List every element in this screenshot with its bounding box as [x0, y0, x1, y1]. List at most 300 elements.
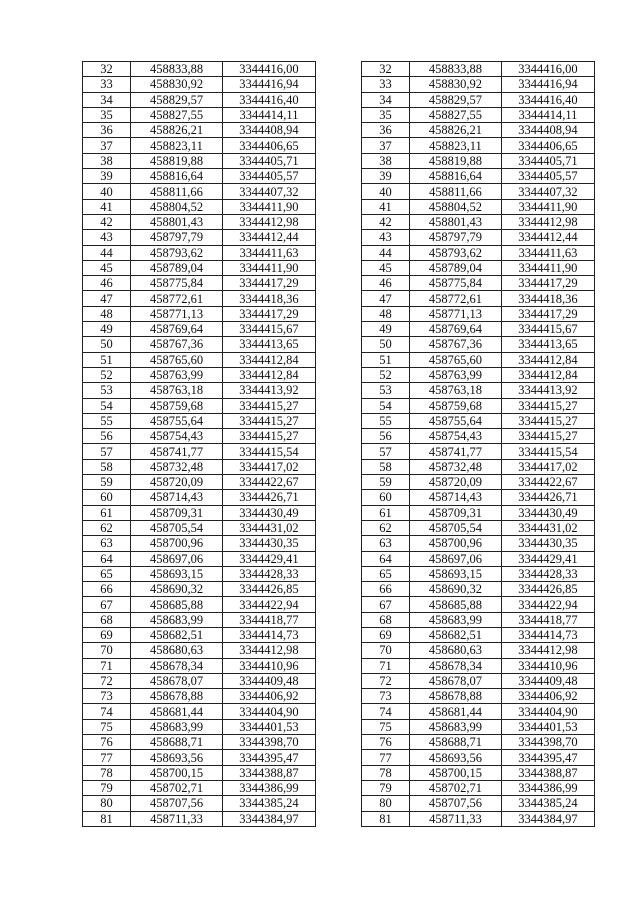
left-x-coordinate-cell: 458700,96 [131, 536, 223, 551]
right-x-coordinate-cell: 458720,09 [410, 475, 502, 490]
right-point-number-cell: 47 [361, 291, 409, 306]
left-point-number-cell: 38 [83, 153, 131, 168]
left-y-coordinate-cell: 3344412,98 [223, 214, 316, 229]
right-point-number-cell: 46 [361, 276, 409, 291]
right-y-coordinate-cell: 3344386,99 [501, 780, 594, 795]
left-x-coordinate-cell: 458797,79 [131, 230, 223, 245]
column-gap [315, 673, 361, 688]
right-y-coordinate-cell: 3344388,87 [501, 765, 594, 780]
column-gap [315, 367, 361, 382]
right-x-coordinate-cell: 458759,68 [410, 398, 502, 413]
left-y-coordinate-cell: 3344412,98 [223, 643, 316, 658]
right-point-number-cell: 61 [361, 505, 409, 520]
left-point-number-cell: 75 [83, 719, 131, 734]
table-row [83, 780, 595, 795]
table-row [83, 475, 595, 490]
right-point-number-cell: 39 [361, 169, 409, 184]
left-point-number-cell: 64 [83, 551, 131, 566]
table-row [83, 429, 595, 444]
table-row [83, 719, 595, 734]
right-x-coordinate-cell: 458755,64 [410, 413, 502, 428]
right-point-number-cell: 33 [361, 77, 409, 92]
column-gap [315, 276, 361, 291]
left-point-number-cell: 62 [83, 520, 131, 535]
left-x-coordinate-cell: 458816,64 [131, 169, 223, 184]
right-y-coordinate-cell: 3344413,92 [501, 383, 594, 398]
column-gap [315, 597, 361, 612]
right-x-coordinate-cell: 458680,63 [410, 643, 502, 658]
table-row [83, 367, 595, 382]
left-x-coordinate-cell: 458789,04 [131, 260, 223, 275]
left-point-number-cell: 54 [83, 398, 131, 413]
left-y-coordinate-cell: 3344415,54 [223, 444, 316, 459]
table-row [83, 184, 595, 199]
table-row [83, 383, 595, 398]
left-y-coordinate-cell: 3344418,36 [223, 291, 316, 306]
left-x-coordinate-cell: 458769,64 [131, 322, 223, 337]
right-point-number-cell: 80 [361, 796, 409, 811]
left-y-coordinate-cell: 3344417,29 [223, 306, 316, 321]
right-point-number-cell: 59 [361, 475, 409, 490]
left-x-coordinate-cell: 458833,88 [131, 62, 223, 77]
table-row [83, 352, 595, 367]
table-row [83, 505, 595, 520]
left-point-number-cell: 37 [83, 138, 131, 153]
right-y-coordinate-cell: 3344411,63 [501, 245, 594, 260]
left-y-coordinate-cell: 3344388,87 [223, 765, 316, 780]
right-x-coordinate-cell: 458816,64 [410, 169, 502, 184]
right-y-coordinate-cell: 3344405,71 [501, 153, 594, 168]
column-gap [315, 77, 361, 92]
column-gap [315, 612, 361, 627]
right-point-number-cell: 74 [361, 704, 409, 719]
left-point-number-cell: 39 [83, 169, 131, 184]
left-x-coordinate-cell: 458823,11 [131, 138, 223, 153]
right-x-coordinate-cell: 458732,48 [410, 459, 502, 474]
table-row [83, 643, 595, 658]
left-y-coordinate-cell: 3344404,90 [223, 704, 316, 719]
left-x-coordinate-cell: 458702,71 [131, 780, 223, 795]
left-y-coordinate-cell: 3344426,85 [223, 582, 316, 597]
left-x-coordinate-cell: 458741,77 [131, 444, 223, 459]
column-gap [315, 627, 361, 642]
right-y-coordinate-cell: 3344408,94 [501, 123, 594, 138]
right-y-coordinate-cell: 3344412,98 [501, 643, 594, 658]
table-row [83, 337, 595, 352]
table-row [83, 230, 595, 245]
right-x-coordinate-cell: 458833,88 [410, 62, 502, 77]
left-y-coordinate-cell: 3344415,27 [223, 413, 316, 428]
right-x-coordinate-cell: 458705,54 [410, 520, 502, 535]
table-row [83, 811, 595, 826]
right-x-coordinate-cell: 458771,13 [410, 306, 502, 321]
column-gap [315, 413, 361, 428]
left-x-coordinate-cell: 458811,66 [131, 184, 223, 199]
right-x-coordinate-cell: 458775,84 [410, 276, 502, 291]
right-x-coordinate-cell: 458765,60 [410, 352, 502, 367]
right-point-number-cell: 55 [361, 413, 409, 428]
right-x-coordinate-cell: 458741,77 [410, 444, 502, 459]
column-gap [315, 138, 361, 153]
left-point-number-cell: 34 [83, 92, 131, 107]
right-point-number-cell: 67 [361, 597, 409, 612]
column-gap [315, 689, 361, 704]
right-y-coordinate-cell: 3344409,48 [501, 673, 594, 688]
left-x-coordinate-cell: 458829,57 [131, 92, 223, 107]
right-y-coordinate-cell: 3344422,94 [501, 597, 594, 612]
table-row [83, 551, 595, 566]
right-y-coordinate-cell: 3344411,90 [501, 199, 594, 214]
column-gap [315, 566, 361, 581]
left-y-coordinate-cell: 3344416,40 [223, 92, 316, 107]
right-point-number-cell: 81 [361, 811, 409, 826]
left-y-coordinate-cell: 3344416,94 [223, 77, 316, 92]
right-point-number-cell: 79 [361, 780, 409, 795]
left-point-number-cell: 44 [83, 245, 131, 260]
column-gap [315, 719, 361, 734]
left-x-coordinate-cell: 458775,84 [131, 276, 223, 291]
table-row [83, 62, 595, 77]
column-gap [315, 780, 361, 795]
column-gap [315, 92, 361, 107]
column-gap [315, 444, 361, 459]
left-x-coordinate-cell: 458793,62 [131, 245, 223, 260]
table-row [83, 153, 595, 168]
right-point-number-cell: 60 [361, 490, 409, 505]
left-x-coordinate-cell: 458714,43 [131, 490, 223, 505]
right-point-number-cell: 64 [361, 551, 409, 566]
table-row [83, 291, 595, 306]
right-x-coordinate-cell: 458711,33 [410, 811, 502, 826]
left-x-coordinate-cell: 458763,99 [131, 367, 223, 382]
right-y-coordinate-cell: 3344430,35 [501, 536, 594, 551]
left-y-coordinate-cell: 3344410,96 [223, 658, 316, 673]
left-point-number-cell: 76 [83, 735, 131, 750]
table-row [83, 735, 595, 750]
right-point-number-cell: 72 [361, 673, 409, 688]
table-row [83, 566, 595, 581]
right-point-number-cell: 58 [361, 459, 409, 474]
coordinate-table-body [83, 62, 595, 827]
left-point-number-cell: 48 [83, 306, 131, 321]
right-y-coordinate-cell: 3344431,02 [501, 520, 594, 535]
right-y-coordinate-cell: 3344412,84 [501, 367, 594, 382]
right-point-number-cell: 69 [361, 627, 409, 642]
right-x-coordinate-cell: 458685,88 [410, 597, 502, 612]
left-point-number-cell: 55 [83, 413, 131, 428]
right-y-coordinate-cell: 3344412,98 [501, 214, 594, 229]
left-y-coordinate-cell: 3344413,65 [223, 337, 316, 352]
left-x-coordinate-cell: 458830,92 [131, 77, 223, 92]
column-gap [315, 169, 361, 184]
column-gap [315, 214, 361, 229]
table-row [83, 214, 595, 229]
right-x-coordinate-cell: 458793,62 [410, 245, 502, 260]
left-point-number-cell: 72 [83, 673, 131, 688]
left-y-coordinate-cell: 3344398,70 [223, 735, 316, 750]
left-y-coordinate-cell: 3344428,33 [223, 566, 316, 581]
right-y-coordinate-cell: 3344415,27 [501, 413, 594, 428]
table-row [83, 444, 595, 459]
left-x-coordinate-cell: 458801,43 [131, 214, 223, 229]
left-y-coordinate-cell: 3344395,47 [223, 750, 316, 765]
left-x-coordinate-cell: 458697,06 [131, 551, 223, 566]
left-y-coordinate-cell: 3344422,67 [223, 475, 316, 490]
left-y-coordinate-cell: 3344411,90 [223, 260, 316, 275]
left-y-coordinate-cell: 3344411,90 [223, 199, 316, 214]
column-gap [315, 490, 361, 505]
right-y-coordinate-cell: 3344401,53 [501, 719, 594, 734]
left-x-coordinate-cell: 458678,88 [131, 689, 223, 704]
table-row [83, 796, 595, 811]
right-y-coordinate-cell: 3344426,85 [501, 582, 594, 597]
table-row [83, 169, 595, 184]
right-x-coordinate-cell: 458804,52 [410, 199, 502, 214]
column-gap [315, 306, 361, 321]
column-gap [315, 520, 361, 535]
column-gap [315, 796, 361, 811]
left-point-number-cell: 61 [83, 505, 131, 520]
column-gap [315, 429, 361, 444]
right-y-coordinate-cell: 3344415,67 [501, 322, 594, 337]
left-x-coordinate-cell: 458680,63 [131, 643, 223, 658]
table-row [83, 138, 595, 153]
left-y-coordinate-cell: 3344408,94 [223, 123, 316, 138]
right-point-number-cell: 70 [361, 643, 409, 658]
left-point-number-cell: 70 [83, 643, 131, 658]
right-x-coordinate-cell: 458763,99 [410, 367, 502, 382]
left-y-coordinate-cell: 3344411,63 [223, 245, 316, 260]
column-gap [315, 352, 361, 367]
left-y-coordinate-cell: 3344407,32 [223, 184, 316, 199]
left-x-coordinate-cell: 458693,15 [131, 566, 223, 581]
right-point-number-cell: 48 [361, 306, 409, 321]
right-point-number-cell: 37 [361, 138, 409, 153]
right-point-number-cell: 38 [361, 153, 409, 168]
right-point-number-cell: 76 [361, 735, 409, 750]
column-gap [315, 551, 361, 566]
table-row [83, 123, 595, 138]
right-point-number-cell: 65 [361, 566, 409, 581]
left-point-number-cell: 77 [83, 750, 131, 765]
right-x-coordinate-cell: 458769,64 [410, 322, 502, 337]
left-x-coordinate-cell: 458732,48 [131, 459, 223, 474]
table-row [83, 612, 595, 627]
right-x-coordinate-cell: 458681,44 [410, 704, 502, 719]
left-y-coordinate-cell: 3344415,27 [223, 429, 316, 444]
table-row [83, 245, 595, 260]
right-x-coordinate-cell: 458690,32 [410, 582, 502, 597]
left-x-coordinate-cell: 458678,07 [131, 673, 223, 688]
column-gap [315, 230, 361, 245]
left-y-coordinate-cell: 3344401,53 [223, 719, 316, 734]
right-x-coordinate-cell: 458707,56 [410, 796, 502, 811]
right-y-coordinate-cell: 3344417,29 [501, 276, 594, 291]
left-y-coordinate-cell: 3344405,57 [223, 169, 316, 184]
left-point-number-cell: 74 [83, 704, 131, 719]
table-row [83, 199, 595, 214]
right-point-number-cell: 66 [361, 582, 409, 597]
right-point-number-cell: 50 [361, 337, 409, 352]
column-gap [315, 704, 361, 719]
right-point-number-cell: 49 [361, 322, 409, 337]
left-x-coordinate-cell: 458711,33 [131, 811, 223, 826]
right-y-coordinate-cell: 3344398,70 [501, 735, 594, 750]
left-x-coordinate-cell: 458700,15 [131, 765, 223, 780]
left-x-coordinate-cell: 458819,88 [131, 153, 223, 168]
left-y-coordinate-cell: 3344414,11 [223, 107, 316, 122]
column-gap [315, 153, 361, 168]
left-x-coordinate-cell: 458690,32 [131, 582, 223, 597]
left-point-number-cell: 33 [83, 77, 131, 92]
right-x-coordinate-cell: 458754,43 [410, 429, 502, 444]
right-point-number-cell: 56 [361, 429, 409, 444]
column-gap [315, 658, 361, 673]
column-gap [315, 750, 361, 765]
right-point-number-cell: 43 [361, 230, 409, 245]
left-point-number-cell: 32 [83, 62, 131, 77]
table-row [83, 398, 595, 413]
right-y-coordinate-cell: 3344406,92 [501, 689, 594, 704]
right-y-coordinate-cell: 3344418,36 [501, 291, 594, 306]
left-point-number-cell: 66 [83, 582, 131, 597]
left-x-coordinate-cell: 458754,43 [131, 429, 223, 444]
right-y-coordinate-cell: 3344412,44 [501, 230, 594, 245]
left-x-coordinate-cell: 458685,88 [131, 597, 223, 612]
right-x-coordinate-cell: 458678,34 [410, 658, 502, 673]
column-gap [315, 505, 361, 520]
left-x-coordinate-cell: 458681,44 [131, 704, 223, 719]
table-row [83, 750, 595, 765]
left-x-coordinate-cell: 458720,09 [131, 475, 223, 490]
left-point-number-cell: 60 [83, 490, 131, 505]
right-point-number-cell: 34 [361, 92, 409, 107]
right-x-coordinate-cell: 458789,04 [410, 260, 502, 275]
column-gap [315, 811, 361, 826]
table-row [83, 260, 595, 275]
left-y-coordinate-cell: 3344384,97 [223, 811, 316, 826]
right-y-coordinate-cell: 3344416,00 [501, 62, 594, 77]
right-x-coordinate-cell: 458819,88 [410, 153, 502, 168]
left-point-number-cell: 63 [83, 536, 131, 551]
left-y-coordinate-cell: 3344431,02 [223, 520, 316, 535]
left-y-coordinate-cell: 3344386,99 [223, 780, 316, 795]
left-x-coordinate-cell: 458763,18 [131, 383, 223, 398]
right-x-coordinate-cell: 458767,36 [410, 337, 502, 352]
right-y-coordinate-cell: 3344429,41 [501, 551, 594, 566]
right-y-coordinate-cell: 3344411,90 [501, 260, 594, 275]
right-y-coordinate-cell: 3344405,57 [501, 169, 594, 184]
right-x-coordinate-cell: 458693,15 [410, 566, 502, 581]
right-x-coordinate-cell: 458682,51 [410, 627, 502, 642]
table-row [83, 673, 595, 688]
left-point-number-cell: 67 [83, 597, 131, 612]
right-x-coordinate-cell: 458714,43 [410, 490, 502, 505]
right-y-coordinate-cell: 3344417,29 [501, 306, 594, 321]
right-x-coordinate-cell: 458693,56 [410, 750, 502, 765]
right-point-number-cell: 35 [361, 107, 409, 122]
left-point-number-cell: 69 [83, 627, 131, 642]
left-x-coordinate-cell: 458759,68 [131, 398, 223, 413]
column-gap [315, 765, 361, 780]
right-x-coordinate-cell: 458702,71 [410, 780, 502, 795]
column-gap [315, 337, 361, 352]
left-point-number-cell: 81 [83, 811, 131, 826]
table-row [83, 765, 595, 780]
right-point-number-cell: 77 [361, 750, 409, 765]
left-point-number-cell: 47 [83, 291, 131, 306]
left-y-coordinate-cell: 3344430,35 [223, 536, 316, 551]
right-x-coordinate-cell: 458688,71 [410, 735, 502, 750]
right-x-coordinate-cell: 458827,55 [410, 107, 502, 122]
table-row [83, 536, 595, 551]
right-point-number-cell: 36 [361, 123, 409, 138]
left-point-number-cell: 56 [83, 429, 131, 444]
right-point-number-cell: 78 [361, 765, 409, 780]
right-x-coordinate-cell: 458772,61 [410, 291, 502, 306]
left-point-number-cell: 41 [83, 199, 131, 214]
right-y-coordinate-cell: 3344414,73 [501, 627, 594, 642]
right-x-coordinate-cell: 458678,07 [410, 673, 502, 688]
right-y-coordinate-cell: 3344428,33 [501, 566, 594, 581]
column-gap [315, 199, 361, 214]
right-point-number-cell: 53 [361, 383, 409, 398]
left-y-coordinate-cell: 3344406,65 [223, 138, 316, 153]
column-gap [315, 398, 361, 413]
coordinate-table [82, 61, 595, 827]
right-y-coordinate-cell: 3344415,54 [501, 444, 594, 459]
right-x-coordinate-cell: 458829,57 [410, 92, 502, 107]
right-x-coordinate-cell: 458830,92 [410, 77, 502, 92]
right-point-number-cell: 62 [361, 520, 409, 535]
left-point-number-cell: 35 [83, 107, 131, 122]
left-y-coordinate-cell: 3344385,24 [223, 796, 316, 811]
left-y-coordinate-cell: 3344429,41 [223, 551, 316, 566]
right-y-coordinate-cell: 3344406,65 [501, 138, 594, 153]
right-point-number-cell: 57 [361, 444, 409, 459]
right-x-coordinate-cell: 458797,79 [410, 230, 502, 245]
column-gap [315, 260, 361, 275]
right-x-coordinate-cell: 458763,18 [410, 383, 502, 398]
left-point-number-cell: 57 [83, 444, 131, 459]
column-gap [315, 459, 361, 474]
left-y-coordinate-cell: 3344413,92 [223, 383, 316, 398]
table-row [83, 107, 595, 122]
left-point-number-cell: 73 [83, 689, 131, 704]
right-y-coordinate-cell: 3344412,84 [501, 352, 594, 367]
right-point-number-cell: 52 [361, 367, 409, 382]
table-row [83, 276, 595, 291]
left-x-coordinate-cell: 458827,55 [131, 107, 223, 122]
left-y-coordinate-cell: 3344414,73 [223, 627, 316, 642]
right-point-number-cell: 44 [361, 245, 409, 260]
column-gap [315, 536, 361, 551]
left-point-number-cell: 78 [83, 765, 131, 780]
column-gap [315, 322, 361, 337]
left-x-coordinate-cell: 458683,99 [131, 719, 223, 734]
column-gap [315, 62, 361, 77]
table-row [83, 627, 595, 642]
left-y-coordinate-cell: 3344430,49 [223, 505, 316, 520]
left-x-coordinate-cell: 458772,61 [131, 291, 223, 306]
left-x-coordinate-cell: 458682,51 [131, 627, 223, 642]
right-point-number-cell: 75 [361, 719, 409, 734]
left-point-number-cell: 43 [83, 230, 131, 245]
right-y-coordinate-cell: 3344426,71 [501, 490, 594, 505]
right-y-coordinate-cell: 3344413,65 [501, 337, 594, 352]
left-y-coordinate-cell: 3344417,29 [223, 276, 316, 291]
left-point-number-cell: 80 [83, 796, 131, 811]
